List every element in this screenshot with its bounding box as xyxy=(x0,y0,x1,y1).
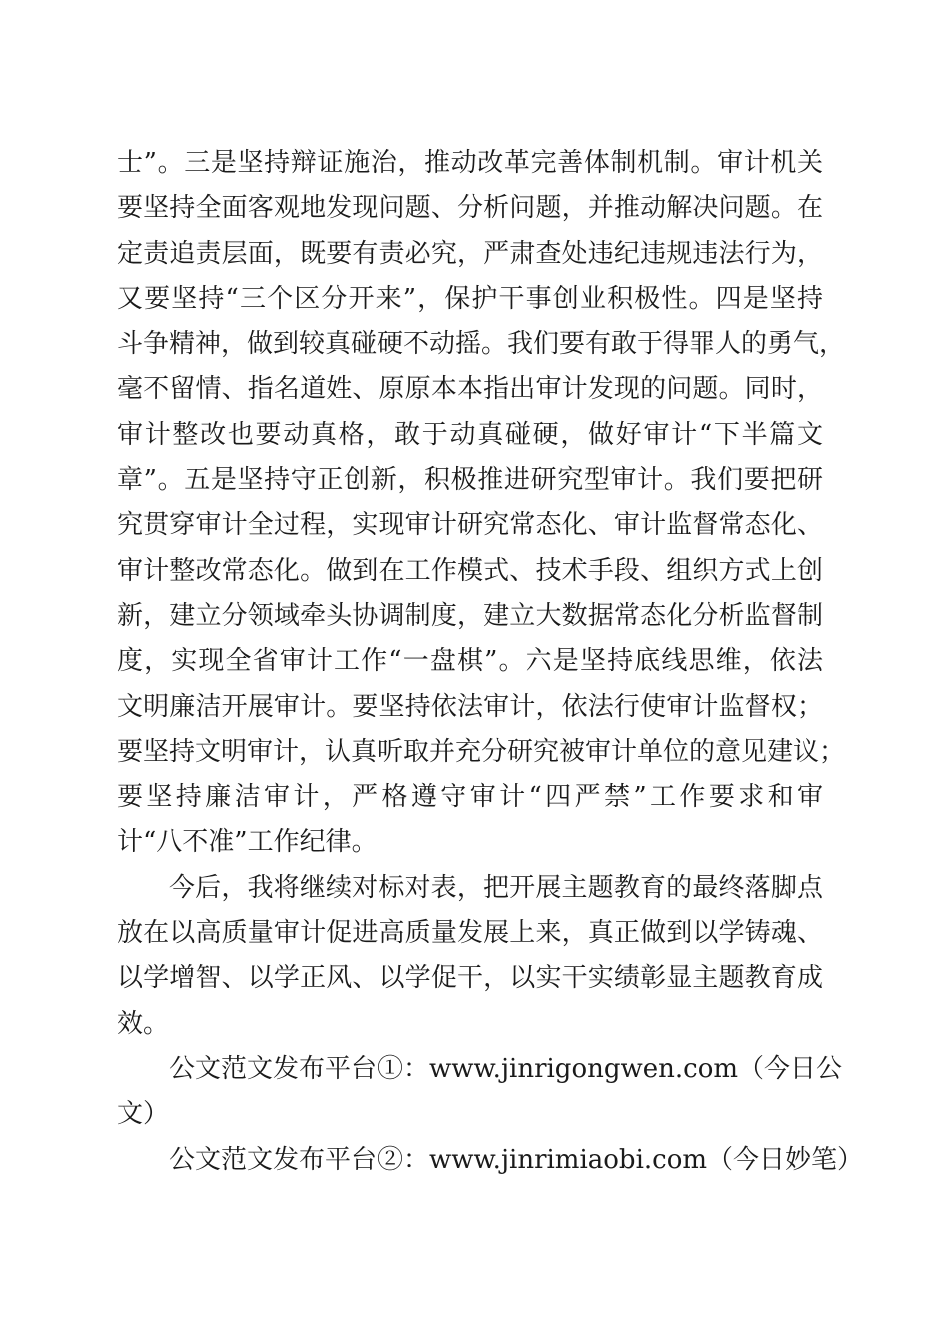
text-line: 斗争精神，做到较真碰硬不动摇。我们要有敢于得罪人的勇气， xyxy=(117,329,846,360)
text-line: 定责追责层面，既要有责必究，严肃查处违纪违规违法行为， xyxy=(117,238,823,269)
text-line: 效。 xyxy=(117,1008,170,1039)
text-line: 究贯穿审计全过程，实现审计研究常态化、审计监督常态化、 xyxy=(117,510,823,541)
text-line: 计“八不准”工作纪律。 xyxy=(117,827,378,858)
text-line: 放在以高质量审计促进高质量发展上来，真正做到以学铸魂、 xyxy=(117,918,823,949)
text-line: 度，实现全省审计工作“一盘棋”。六是坚持底线思维，依法 xyxy=(117,646,823,677)
paragraph-first-line: 今后，我将继续对标对表，把开展主题教育的最终落脚点 xyxy=(169,872,823,903)
text-line: 要坚持廉洁审计，严格遵守审计“四严禁”工作要求和审 xyxy=(117,782,823,813)
text-line: 文） xyxy=(117,1099,170,1130)
text-line: 士”。三是坚持辩证施治，推动改革完善体制机制。审计机关 xyxy=(117,148,823,178)
body-text xyxy=(117,141,864,1183)
text-line: 审计整改也要动真格，敢于动真碰硬，做好审计“下半篇文 xyxy=(117,419,823,450)
text-line: 毫不留情、指名道姓、原原本本指出审计发现的问题。同时， xyxy=(117,374,823,405)
text-line: 章”。五是坚持守正创新，积极推进研究型审计。我们要把研 xyxy=(117,465,823,496)
platform-link-1: 公文范文发布平台①：www.jinrigongwen.com（今日公 xyxy=(169,1053,843,1084)
text-line: 要坚持全面客观地发现问题、分析问题，并推动解决问题。在 xyxy=(117,193,823,224)
text-line: 要坚持文明审计，认真听取并充分研究被审计单位的意见建议； xyxy=(117,736,846,767)
text-line: 文明廉洁开展审计。要坚持依法审计，依法行使审计监督权； xyxy=(117,691,823,722)
text-line: 以学增智、以学正风、以学促干，以实干实绩彰显主题教育成 xyxy=(117,963,823,994)
text-line: 新，建立分领域牵头协调制度，建立大数据常态化分析监督制 xyxy=(117,600,823,631)
text-line: 审计整改常态化。做到在工作模式、技术手段、组织方式上创 xyxy=(117,555,823,586)
text-line: 又要坚持“三个区分开来”，保护干事创业积极性。四是坚持 xyxy=(117,283,823,314)
platform-link-2: 公文范文发布平台②：www.jinrimiaobi.com（今日妙笔） xyxy=(169,1144,864,1175)
